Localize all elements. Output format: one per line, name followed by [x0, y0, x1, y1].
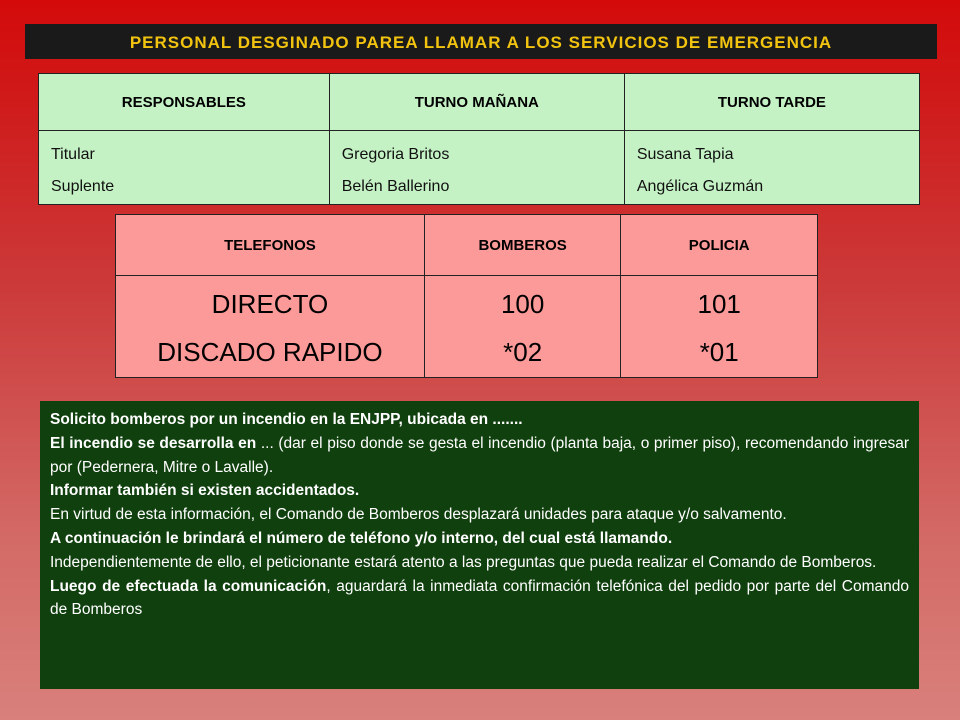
- instruction-7-bold: Luego de efectuada la comunicación: [50, 577, 327, 595]
- instruction-2-bold: El incendio se desarrolla en: [50, 434, 257, 452]
- instruction-7: [50, 575, 909, 623]
- header-turno-manana: TURNO MAÑANA: [329, 74, 624, 131]
- afternoon-suplente: Angélica Guzmán: [636, 178, 764, 195]
- role-titular: Titular: [51, 146, 95, 163]
- instruction-2: [50, 432, 909, 480]
- morning-titular: Gregoria Britos: [341, 146, 450, 163]
- phone-table: [115, 214, 818, 378]
- instruction-7-text: , aguardará la inmediata confirmación telefónica del pedido por parte del Comando de Bomberos: [50, 577, 910, 619]
- policia-rapido: *01: [699, 337, 739, 367]
- morning-cell: [329, 131, 624, 205]
- morning-suplente: Belén Ballerino: [341, 178, 450, 195]
- bomberos-directo: 100: [500, 289, 545, 319]
- afternoon-titular: Susana Tapia: [636, 146, 734, 163]
- roles-cell: [39, 131, 330, 205]
- instruction-1: Solicito bomberos por un incendio en la ENJPP, ubicada en .......: [50, 411, 523, 428]
- instruction-3: Informar también si existen accidentados.: [50, 482, 360, 500]
- policia-directo: 101: [697, 289, 741, 319]
- instruction-5: A continuación le brindará el número de teléfono y/o interno, del cual está llamando.: [50, 529, 673, 547]
- type-discado-rapido: DISCADO RAPIDO: [157, 337, 383, 367]
- afternoon-cell: [624, 131, 919, 205]
- bomberos-rapido: *02: [503, 337, 543, 367]
- phone-table-row: [116, 276, 818, 378]
- header-telefonos: TELEFONOS: [116, 215, 425, 276]
- type-directo: DIRECTO: [211, 289, 329, 319]
- instructions-box: [40, 401, 919, 689]
- header-bomberos: BOMBEROS: [424, 215, 621, 276]
- staff-table-header-row: [39, 74, 920, 131]
- instruction-4: En virtud de esta información, el Comando de Bomberos desplazará unidades para ataque y/o salvamento.: [50, 506, 787, 524]
- staff-table: [38, 73, 920, 205]
- staff-table-row: [39, 131, 920, 205]
- header-policia: POLICIA: [621, 215, 818, 276]
- phone-types-cell: [116, 276, 425, 378]
- policia-cell: [621, 276, 818, 378]
- header-turno-tarde: TURNO TARDE: [624, 74, 919, 131]
- page-title: PERSONAL DESGINADO PAREA LLAMAR A LOS SERVICIOS DE EMERGENCIA: [25, 24, 937, 59]
- bomberos-cell: [424, 276, 621, 378]
- role-suplente: Suplente: [51, 178, 115, 195]
- header-responsables: RESPONSABLES: [39, 74, 330, 131]
- instruction-6: Independientemente de ello, el peticionante estará atento a las preguntas que pueda realizar el Comando de Bomberos.: [50, 553, 877, 571]
- phone-table-header-row: [116, 215, 818, 276]
- instruction-2-text: ... (dar el piso donde se gesta el incendio (planta baja, o primer piso), recomendando ingresar por (Pedernera, Mitre o Lavalle).: [50, 434, 909, 476]
